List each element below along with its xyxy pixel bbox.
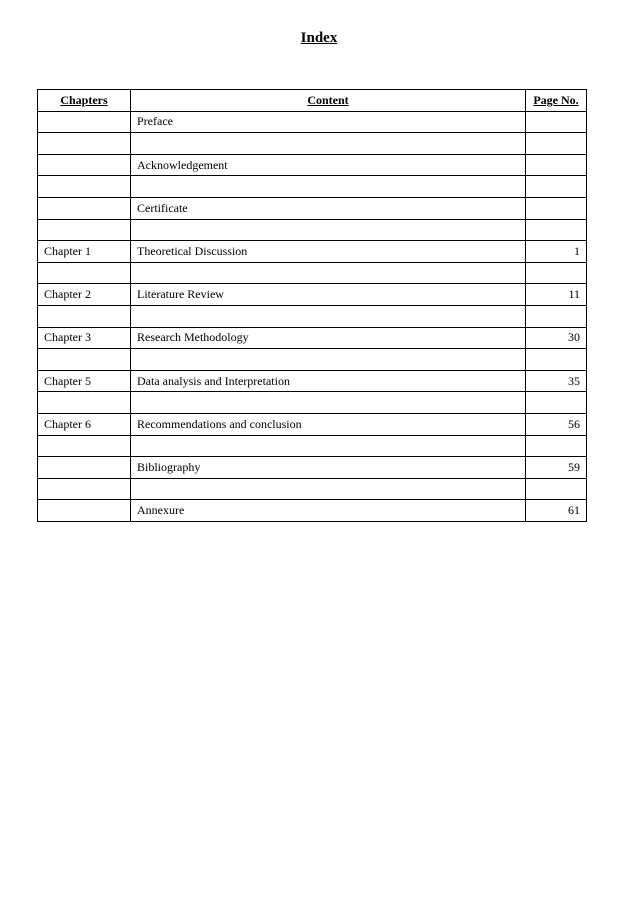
chapter-cell (38, 197, 131, 219)
header-content: Content (131, 90, 526, 112)
header-row (38, 90, 587, 112)
table-row (38, 154, 587, 176)
content-cell (131, 176, 526, 198)
table-row (38, 241, 587, 263)
chapter-cell (38, 176, 131, 198)
page-number-cell (526, 154, 587, 176)
page-number-cell (526, 349, 587, 371)
index-table-body (38, 111, 587, 521)
table-row (38, 478, 587, 500)
page-number-cell: 1 (526, 241, 587, 263)
chapter-cell (38, 262, 131, 284)
table-row (38, 133, 587, 155)
chapter-cell (38, 500, 131, 522)
page-number-cell: 61 (526, 500, 587, 522)
chapter-cell (38, 392, 131, 414)
table-row (38, 111, 587, 133)
chapter-cell: Chapter 5 (38, 370, 131, 392)
table-row (38, 349, 587, 371)
page-number-cell: 30 (526, 327, 587, 349)
page-number-cell: 59 (526, 457, 587, 479)
chapter-cell: Chapter 2 (38, 284, 131, 306)
table-row (38, 197, 587, 219)
table-row (38, 176, 587, 198)
content-cell: Annexure (131, 500, 526, 522)
table-row (38, 262, 587, 284)
table-row (38, 284, 587, 306)
page-title: Index (300, 30, 338, 46)
page-number-cell (526, 176, 587, 198)
content-cell: Acknowledgement (131, 154, 526, 176)
content-cell: Recommendations and conclusion (131, 413, 526, 435)
table-row (38, 305, 587, 327)
chapter-cell (38, 435, 131, 457)
page-number-cell: 11 (526, 284, 587, 306)
page-number-cell (526, 305, 587, 327)
chapter-cell (38, 457, 131, 479)
page-number-cell (526, 133, 587, 155)
page-number-cell: 35 (526, 370, 587, 392)
page-number-cell (526, 478, 587, 500)
header-page-no: Page No. (526, 90, 587, 112)
content-cell (131, 133, 526, 155)
content-cell (131, 305, 526, 327)
table-row (38, 392, 587, 414)
content-cell: Research Methodology (131, 327, 526, 349)
content-cell (131, 349, 526, 371)
chapter-cell (38, 349, 131, 371)
chapter-cell (38, 133, 131, 155)
index-table (37, 89, 587, 522)
page-number-cell (526, 111, 587, 133)
header-chapters: Chapters (38, 90, 131, 112)
chapter-cell (38, 305, 131, 327)
table-row (38, 435, 587, 457)
content-cell (131, 435, 526, 457)
page-number-cell (526, 262, 587, 284)
content-cell (131, 219, 526, 241)
content-cell (131, 392, 526, 414)
table-row (38, 413, 587, 435)
page-number-cell (526, 197, 587, 219)
page-number-cell (526, 435, 587, 457)
table-row (38, 457, 587, 479)
table-row (38, 327, 587, 349)
chapter-cell (38, 111, 131, 133)
chapter-cell: Chapter 6 (38, 413, 131, 435)
page-number-cell (526, 392, 587, 414)
table-row (38, 370, 587, 392)
chapter-cell (38, 154, 131, 176)
chapter-cell (38, 478, 131, 500)
content-cell: Preface (131, 111, 526, 133)
page-number-cell (526, 219, 587, 241)
page-number-cell: 56 (526, 413, 587, 435)
table-row (38, 500, 587, 522)
content-cell: Data analysis and Interpretation (131, 370, 526, 392)
table-row (38, 219, 587, 241)
content-cell: Literature Review (131, 284, 526, 306)
chapter-cell (38, 219, 131, 241)
content-cell (131, 262, 526, 284)
content-cell: Bibliography (131, 457, 526, 479)
content-cell (131, 478, 526, 500)
chapter-cell: Chapter 3 (38, 327, 131, 349)
content-cell: Theoretical Discussion (131, 241, 526, 263)
content-cell: Certificate (131, 197, 526, 219)
chapter-cell: Chapter 1 (38, 241, 131, 263)
